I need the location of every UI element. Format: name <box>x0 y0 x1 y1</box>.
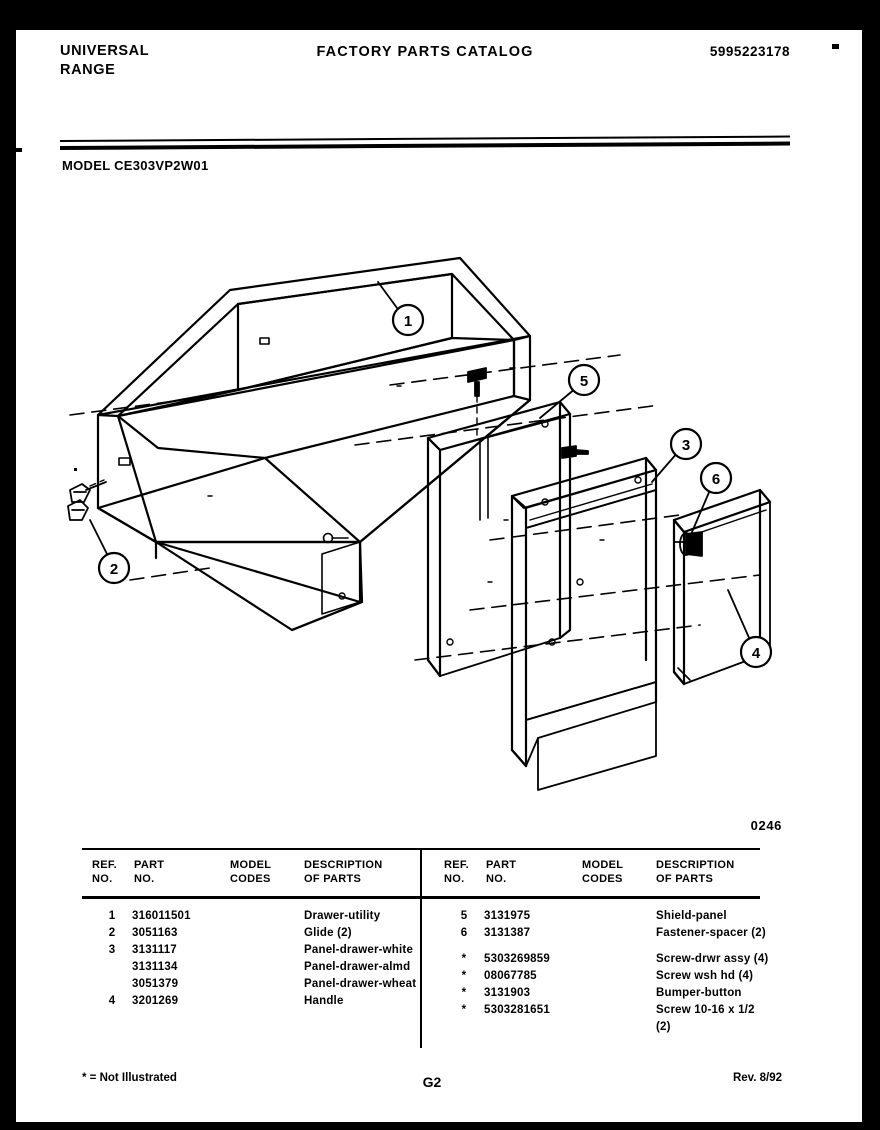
table-row: Screw 10-16 x 1/2 <box>656 1004 755 1016</box>
column-header-model-codes: MODEL CODES <box>230 859 272 885</box>
parts-table-left-column <box>82 848 420 1048</box>
date-code: 0246 <box>750 818 782 833</box>
table-row: 3201269 <box>132 995 179 1007</box>
not-illustrated-note: * = Not Illustrated <box>82 1072 177 1084</box>
model-label: MODEL CE303VP2W01 <box>62 158 209 173</box>
table-row: Panel-drawer-almd <box>304 961 411 973</box>
table-row: 316011501 <box>132 910 191 922</box>
callout-2-label: 2 <box>109 561 119 578</box>
table-row: * <box>461 987 467 999</box>
table-row: Bumper-button <box>656 987 742 999</box>
table-row: 5 <box>460 910 468 922</box>
table-row: 4 <box>108 995 116 1007</box>
table-row: Screw wsh hd (4) <box>656 970 754 982</box>
table-row: Panel-drawer-white <box>304 944 414 956</box>
brand-line-1: UNIVERSAL <box>60 43 150 59</box>
callout-6-label: 6 <box>711 471 721 488</box>
parts-table <box>82 848 769 1048</box>
table-row: Handle <box>304 995 344 1007</box>
table-row: 3131903 <box>484 987 531 999</box>
exploded-view-illustration <box>60 190 820 810</box>
table-row: 1 <box>108 910 116 922</box>
table-row: 3131117 <box>132 944 177 956</box>
page-title: FACTORY PARTS CATALOG <box>316 44 534 60</box>
table-row: (2) <box>656 1021 671 1033</box>
table-row: 5303269859 <box>484 953 550 965</box>
table-row: 3 <box>108 944 116 956</box>
brand-line-2: RANGE <box>60 62 116 78</box>
table-row: 08067785 <box>484 970 537 982</box>
table-row <box>92 978 132 995</box>
table-row: 6 <box>460 927 468 939</box>
page-number: G2 <box>422 1074 442 1090</box>
catalog-header <box>60 42 790 98</box>
catalog-number: 5995223178 <box>709 44 790 59</box>
column-header-ref-no: REF. NO. <box>444 859 470 885</box>
model-divider-rule <box>60 140 790 152</box>
revision-label: Rev. 8/92 <box>732 1072 782 1084</box>
column-header-description: DESCRIPTION OF PARTS <box>304 859 383 885</box>
table-row: 3131975 <box>484 910 531 922</box>
table-row: 2 <box>108 927 116 939</box>
callout-5-label: 5 <box>579 373 589 390</box>
table-row: 3051379 <box>132 978 179 990</box>
column-header-model-codes: MODEL CODES <box>582 859 624 885</box>
table-row: Shield-panel <box>656 910 727 922</box>
table-row: Panel-drawer-wheat <box>304 978 417 990</box>
callout-1-label: 1 <box>403 313 413 330</box>
scan-speck <box>292 10 298 14</box>
table-row <box>92 961 132 978</box>
rule-thick <box>60 142 790 150</box>
table-row: Glide (2) <box>304 927 352 939</box>
callout-4-label: 4 <box>751 645 761 662</box>
table-row: 3051163 <box>132 927 178 939</box>
table-row: * <box>461 1004 467 1016</box>
table-row: 3131387 <box>484 927 531 939</box>
table-row: Fastener-spacer (2) <box>656 927 766 939</box>
column-header-part-no: PART NO. <box>486 859 517 885</box>
table-row: Screw-drwr assy (4) <box>656 953 769 965</box>
table-row: * <box>461 970 467 982</box>
column-header-part-no: PART NO. <box>134 859 165 885</box>
column-header-description: DESCRIPTION OF PARTS <box>656 859 735 885</box>
table-row: Drawer-utility <box>304 910 381 922</box>
scan-speck <box>832 44 839 49</box>
table-row: 5303281651 <box>484 1004 550 1016</box>
callout-3-label: 3 <box>681 437 691 454</box>
table-row: * <box>461 953 467 965</box>
table-row: 3131134 <box>132 961 178 973</box>
parts-table-right-column <box>434 848 772 1048</box>
scan-speck <box>12 148 22 152</box>
page-footer <box>82 1072 782 1092</box>
column-header-ref-no: REF. NO. <box>92 859 118 885</box>
